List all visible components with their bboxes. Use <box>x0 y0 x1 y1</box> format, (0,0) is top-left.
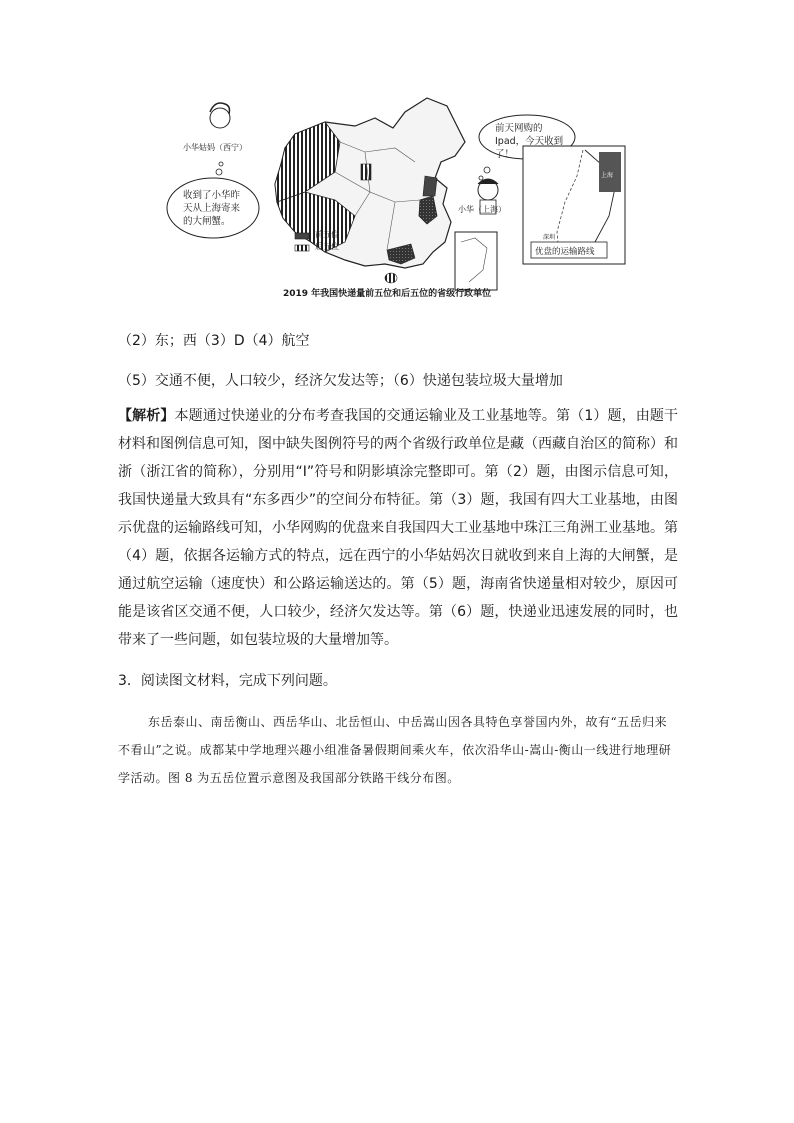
figure-caption: 2019 年我国快递量前五位和后五位的省级行政单位 <box>283 289 492 299</box>
ningxia-region <box>361 164 371 180</box>
inset-label-b: 深圳 <box>543 234 556 241</box>
right-bubble-text: 前天网购的Ipad，今天收到了！ <box>495 123 564 160</box>
analysis-paragraph <box>118 402 678 654</box>
answer-line-2: （5）交通不便，人口较少，经济欠发达等；（6）快递包装垃圾大量增加 <box>118 373 563 389</box>
xiaohua-label: 小华（上海） <box>458 205 506 214</box>
south-sea-inset <box>455 232 497 290</box>
legend-top-label: 前五位 <box>315 230 339 239</box>
legend-bottom-label: 后五位 <box>315 242 339 251</box>
inset-label-a: 上海 <box>601 172 614 179</box>
analysis-tag: 【解析】 <box>118 408 175 424</box>
hainan-island <box>385 273 397 283</box>
map-figure <box>165 92 630 310</box>
question-3-title: 3．阅读图文材料，完成下列问题。 <box>118 673 337 689</box>
legend-box-bottom <box>295 245 309 251</box>
question-3-material: 东岳泰山、南岳衡山、西岳华山、北岳恒山、中岳嵩山因各具特色享誉国内外，故有“五岳归来不看山”之说。成都某中学地理兴趣小组准备暑假期间乘火车，依次沿华山-嵩山-衡山一线进行地理研学活动。图 8 为五岳位置示意图及我国部分铁路干线分布图。 <box>118 715 672 785</box>
aunt-figure <box>210 108 230 128</box>
analysis-text: 本题通过快递业的分布考查我国的交通运输业及工业基地等。第（1）题，由题干材料和图例信息可知，图中缺失图例符号的两个省级行政单位是藏（西藏自治区的简称）和浙（浙江省的简称），分别用“I”符号和阴影填涂完整即可。第（2）题，由图示信息可知，我国快递量大致具有“东多西少”的空间分布特征。第（3）题，我国有四大工业基地，由图示优盘的运输路线可知，小华网购的优盘来自我国四大工业基地中珠江三角洲工业基地。第（4）题，依据各运输方式的特点，远在西宁的小华姑妈次日就收到来自上海的大闸蟹，是通过航空运输（速度快）和公路运输送达的。第（5）题，海南省快递量相对较少，原因可能是该省区交通不便，人口较少，经济欠发达等。第（6）题，快递业迅速发展的同时，也带来了一些问题，如包装垃圾的大量增加等。 <box>118 408 679 648</box>
answer-line-1: （2）东；西（3）D（4）航空 <box>118 333 310 349</box>
jiangsu-region <box>423 176 437 196</box>
inset-title: 优盘的运输路线 <box>535 247 595 257</box>
left-bubble-text: 收到了小华昨天从上海寄来的大闸蟹。 <box>183 190 241 227</box>
aunt-label: 小华姑妈（西宁） <box>183 143 247 152</box>
legend-box-top <box>295 233 309 239</box>
